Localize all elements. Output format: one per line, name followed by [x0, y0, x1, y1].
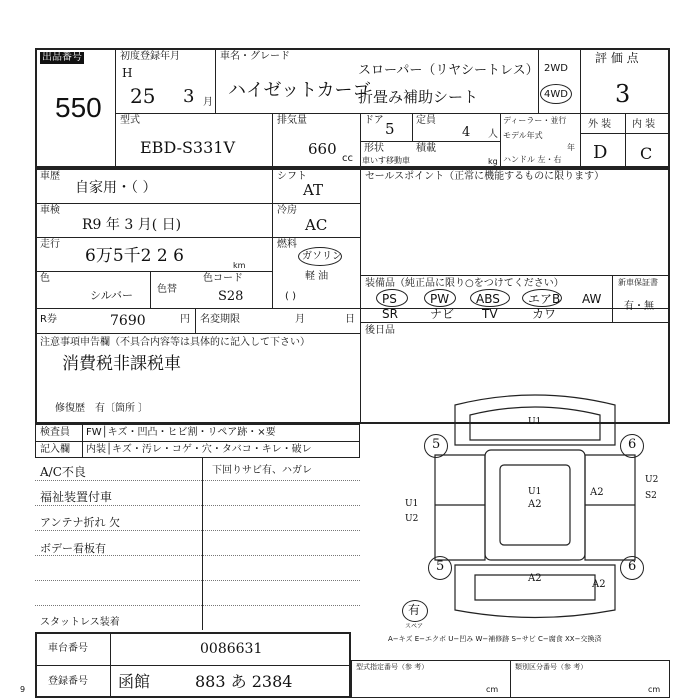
- remark-1: A/C不良: [40, 465, 86, 479]
- welfare-note: 車いす移動車: [362, 156, 410, 165]
- handle-label: ハンドル 左・右: [503, 155, 562, 164]
- inspection-value: R9 年 3 月( 日): [82, 217, 182, 233]
- mark-left-door-u1: U1: [405, 499, 419, 509]
- shift-label: シフト: [277, 171, 307, 182]
- history-label: 車歴: [40, 171, 60, 182]
- equip-airbag-circle: [522, 289, 562, 307]
- load-kg: kg: [488, 157, 498, 166]
- mark-roof-a2: A2: [528, 499, 542, 510]
- inspector-row-1: FW│キズ・凹凸・ヒビ割・リペア跡・×要: [86, 427, 276, 438]
- ext-grade: D: [593, 142, 608, 163]
- reg-region: 函館: [118, 672, 151, 691]
- page-number: 9: [20, 685, 26, 694]
- reg-label: 登録番号: [48, 676, 88, 687]
- mileage-label: 走行: [40, 239, 60, 250]
- inspector-row-2: 内装│キズ・汚レ・コゲ・穴・タバコ・キレ・破レ: [86, 444, 312, 455]
- repair-label: 修復歴 有〔箇所 〕: [55, 403, 149, 414]
- name-change-month: 月: [295, 314, 305, 325]
- shape-label: 形状: [364, 143, 384, 154]
- remark-2: 福祉装置付車: [40, 490, 113, 504]
- score-value: 3: [615, 80, 631, 108]
- color-code-value: S28: [218, 289, 244, 304]
- fuel-label: 燃料: [277, 239, 297, 250]
- recycle-yen: 円: [180, 314, 190, 325]
- equip-abs-circle: [470, 289, 510, 307]
- damage-legend: A−キズ E−エクボ U−凹み W−補修跡 S−サビ C−腐食 XX−交換済: [388, 635, 602, 643]
- class-number-label: 類別区分番号（参 考）: [515, 663, 588, 671]
- warranty-value[interactable]: 有・無: [624, 301, 654, 312]
- entry-label: 記入欄: [40, 444, 70, 455]
- drive-4wd-circle: [540, 84, 572, 104]
- int-grade: C: [640, 144, 653, 163]
- mark-tyre-fl: 5: [432, 437, 441, 452]
- score-label: 評 価 点: [595, 51, 639, 65]
- remark-3: アンテナ折れ 欠: [40, 516, 121, 529]
- equip-airbag[interactable]: エアB: [528, 292, 561, 306]
- mark-right-side-u2: U2: [645, 475, 659, 485]
- car-label: 車名・グレード: [220, 51, 290, 62]
- mark-rear-right-a2: A2: [592, 579, 606, 590]
- fuel-other: ( ): [285, 291, 296, 302]
- capacity-value: 4: [462, 125, 471, 140]
- model-year-label: モデル年式: [503, 131, 543, 140]
- fuel-gasoline[interactable]: ガソリン: [302, 251, 342, 262]
- color-value: シルバー: [90, 289, 133, 302]
- mark-left-door-u2: U2: [405, 514, 419, 524]
- equip-tv[interactable]: TV: [482, 307, 498, 321]
- chassis-value: 0086631: [200, 641, 263, 657]
- drive-2wd[interactable]: 2WD: [544, 63, 568, 74]
- model-value: EBD-S331V: [140, 138, 236, 157]
- name-change-label: 名変期限: [200, 314, 240, 325]
- equip-aw[interactable]: AW: [582, 292, 602, 306]
- equip-sr[interactable]: SR: [382, 307, 398, 321]
- capacity-label: 定員: [416, 115, 436, 126]
- equip-abs[interactable]: ABS: [476, 292, 500, 306]
- capacity-unit: 人: [488, 129, 498, 140]
- mark-front-bumper: U1: [528, 417, 542, 427]
- lot-label: 出品番号: [42, 52, 82, 63]
- color-label: 色: [40, 273, 50, 284]
- mark-tyre-rr: 6: [628, 559, 637, 574]
- car-name: ハイゼットカーゴ: [228, 80, 371, 101]
- side-note: 下回りサビ有、ハガレ: [212, 465, 312, 476]
- name-change-day: 日: [345, 314, 355, 325]
- load-label: 積載: [416, 143, 436, 154]
- notes-title: 注意事項申告欄（不具合内容等は具体的に記入して下さい）: [40, 337, 310, 348]
- recycle-label: R券: [40, 314, 57, 325]
- equipment-title: 装備品（純正品に限り○をつけてください）: [365, 278, 564, 289]
- mark-rear-a2: A2: [528, 573, 542, 584]
- reg-era: H: [122, 66, 133, 80]
- mark-tyre-rl: 5: [436, 559, 445, 574]
- sales-title: セールスポイント（正常に機能するものに限ります）: [365, 171, 605, 182]
- equip-navi[interactable]: ナビ: [430, 307, 455, 321]
- grade-line-1: スローパー（リヤシートレス）: [358, 63, 539, 78]
- dealer-label: ディーラー・並行: [503, 116, 567, 125]
- recycle-value: 7690: [110, 313, 146, 329]
- reg-month: 3: [183, 86, 195, 107]
- door-count: 5: [385, 120, 395, 138]
- disp-value: 660: [308, 140, 337, 158]
- mark-roof-u1: U1: [528, 487, 542, 497]
- dim-cm-2: cm: [648, 685, 661, 694]
- warranty-label: 新車保証書: [618, 278, 658, 287]
- ext-label: 外 装: [588, 119, 612, 130]
- equip-pw[interactable]: PW: [430, 292, 450, 306]
- equip-ps-circle: [376, 289, 408, 307]
- model-year-unit: 年: [567, 143, 575, 152]
- equip-pw-circle: [424, 289, 456, 307]
- ac-label: 冷房: [277, 205, 297, 216]
- door-label: ドア: [364, 115, 384, 126]
- spare-tyre-mark: 有: [408, 603, 421, 617]
- ac-value: AC: [305, 216, 328, 234]
- mileage-km: km: [233, 261, 246, 270]
- inspection-label: 車検: [40, 205, 60, 216]
- drive-4wd[interactable]: 4WD: [544, 89, 568, 100]
- inspector-label: 検査員: [40, 427, 70, 438]
- fuel-gasoline-circle: [298, 247, 342, 266]
- reg-date-label: 初度登録年月: [120, 51, 180, 62]
- model-label: 型式: [120, 115, 140, 126]
- remark-4: ボデー看板有: [40, 542, 106, 555]
- mark-tyre-fr: 6: [628, 437, 637, 452]
- grade-line-2: 折畳み補助シート: [358, 88, 479, 106]
- color-code-label: 色コード: [203, 273, 243, 284]
- int-label: 内 装: [632, 119, 656, 130]
- fuel-diesel[interactable]: 軽 油: [305, 271, 329, 282]
- reg-number: 883 あ 2384: [195, 672, 293, 691]
- lot-number: 550: [55, 92, 102, 123]
- reg-month-unit: 月: [203, 97, 213, 108]
- shift-value: AT: [303, 181, 324, 199]
- chassis-label: 車台番号: [48, 643, 88, 654]
- equip-ps[interactable]: PS: [382, 292, 397, 306]
- mark-right-door-a2: A2: [590, 487, 604, 498]
- color-change-label: 色替: [157, 284, 177, 295]
- notes-text: 消費税非課税車: [62, 354, 181, 374]
- type-approval-label: 型式指定番号（参 考）: [356, 663, 429, 671]
- disp-cc: cc: [342, 153, 353, 164]
- dim-cm-1: cm: [486, 685, 499, 694]
- mileage-value: 6万5千2 2 6: [85, 246, 184, 266]
- studless-note: スタットレス装着: [40, 617, 120, 628]
- reg-year: 25: [130, 84, 156, 108]
- history-value: 自家用・（ ）: [75, 180, 157, 196]
- mark-right-side-s2: S2: [645, 491, 657, 501]
- disp-label: 排気量: [277, 115, 307, 126]
- spare-label: スペア: [405, 623, 424, 630]
- later-label: 後日品: [365, 325, 395, 336]
- equip-leather[interactable]: カワ: [532, 307, 557, 321]
